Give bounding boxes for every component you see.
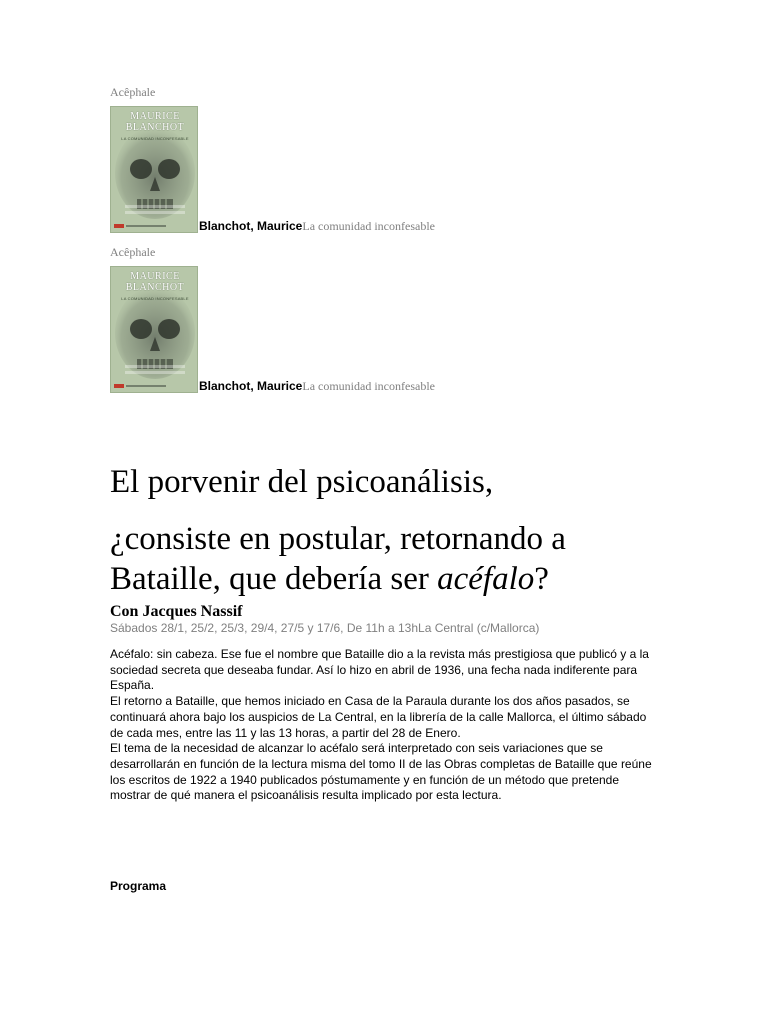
programa-heading: Programa xyxy=(110,879,167,893)
book-entry xyxy=(110,106,658,234)
section-label: Acêphale xyxy=(110,245,156,259)
cover-author-text: MAURICE BLANCHOT xyxy=(125,111,185,133)
book-caption xyxy=(199,219,435,234)
headline-line-3-suffix: ? xyxy=(534,561,549,597)
headline-line-3-prefix: Bataille, que debería ser xyxy=(110,561,438,597)
book-title[interactable]: La comunidad inconfesable xyxy=(302,379,435,393)
article-body xyxy=(110,647,658,804)
headline-line-2 xyxy=(110,519,658,599)
cover-author-text: MAURICE BLANCHOT xyxy=(125,271,185,293)
body-paragraph: Acéfalo: sin cabeza. Ese fue el nombre que Bataille dio a la revista más prestigiosa que publicó y a la sociedad secreta que deseaba fundar. Así lo hizo en abril de 1936, una fecha nada indiferente para España. xyxy=(110,647,649,693)
byline: Con Jacques Nassif xyxy=(110,603,243,620)
body-paragraph: El tema de la necesidad de alcanzar lo acéfalo será interpretado con seis variaciones que se desarrollarán en función de la lectura misma del tomo II de las Obras completas de Bataille que reúne los escritos de 1922 a 1940 publicados póstumamente y en función de un método que pretende mostrar de qué manera el psicoanálisis resulta implicado por esta lectura. xyxy=(110,741,652,803)
headline-italic-word: acéfalo xyxy=(437,561,535,597)
book-author[interactable]: Blanchot, Maurice xyxy=(199,379,303,393)
cover-title-text: LA COMUNIDAD INCONFESABLE xyxy=(121,296,189,301)
headline-line-1: El porvenir del psicoanálisis, xyxy=(110,464,494,500)
book-entry xyxy=(110,266,658,394)
body-paragraph: El retorno a Bataille, que hemos iniciado en Casa de la Paraula durante los dos años pasados, se continuará ahora bajo los auspicios de La Central, en la librería de la calle Mallorca, el último sábado de cada mes, entre las 11 y las 13 horas, a partir del 28 de Enero. xyxy=(110,694,647,740)
event-dates: Sábados 28/1, 25/2, 25/3, 29/4, 27/5 y 17/6, De 11h a 13hLa Central (c/Mallorca) xyxy=(110,621,540,635)
book-caption xyxy=(199,379,435,394)
book-author[interactable]: Blanchot, Maurice xyxy=(199,219,303,233)
book-title[interactable]: La comunidad inconfesable xyxy=(302,219,435,233)
book-cover-image[interactable] xyxy=(110,106,198,233)
section-label: Acêphale xyxy=(110,85,156,99)
headline-line-2-text: ¿consiste en postular, retornando a xyxy=(110,521,566,557)
book-cover-image[interactable] xyxy=(110,266,198,393)
cover-title-text: LA COMUNIDAD INCONFESABLE xyxy=(121,136,189,141)
